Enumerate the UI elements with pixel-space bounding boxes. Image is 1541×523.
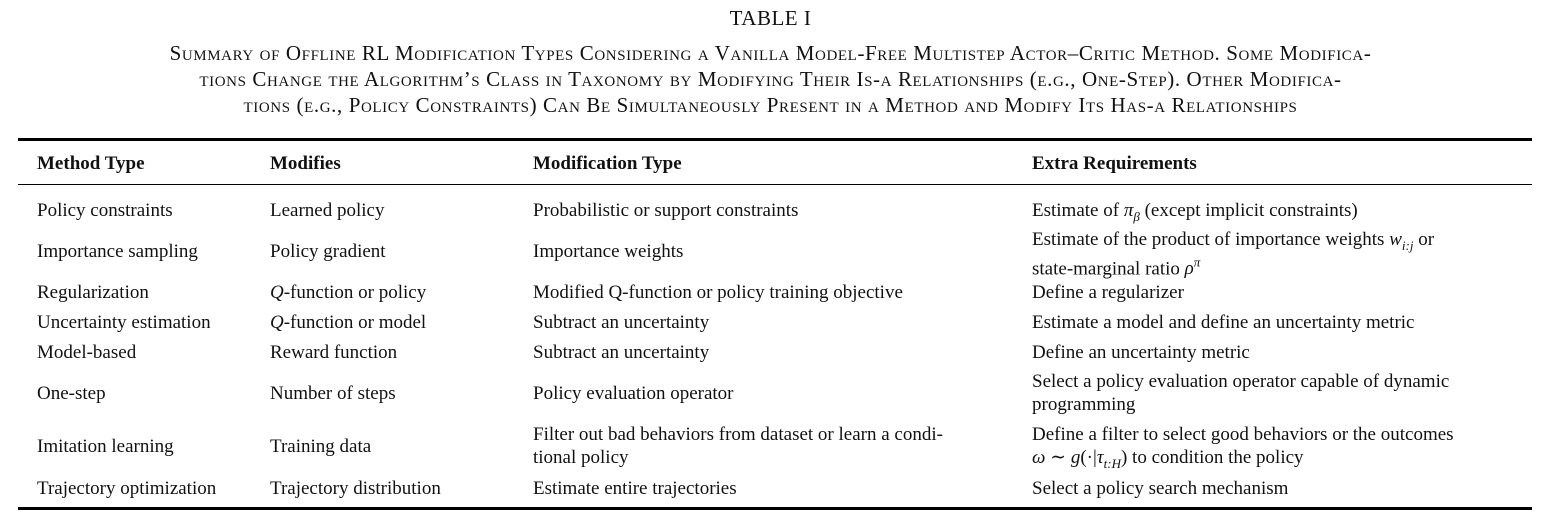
extra-requirements-cell: Select a policy search mechanism	[1032, 477, 1289, 499]
method-type-cell: Policy constraints	[37, 199, 173, 221]
header-modifies: Modifies	[270, 153, 341, 174]
extra-requirements-cell: programming	[1032, 394, 1136, 415]
method-type-cell: Uncertainty estimation	[37, 311, 211, 333]
modification-type-cell: Policy evaluation operator	[533, 382, 734, 404]
extra-requirements-cell: Define a filter to select good behaviors or the outcomes	[1032, 424, 1454, 445]
modifies-cell: Reward function	[270, 341, 398, 363]
method-type-cell: Importance sampling	[37, 240, 198, 262]
modification-type-cell: Probabilistic or support constraints	[533, 199, 799, 221]
table-bottom-rule	[18, 507, 1532, 510]
header-method-type: Method Type	[37, 153, 145, 174]
extra-requirements-cell: Select a policy evaluation operator capable of dynamic	[1032, 371, 1450, 392]
header-extra-requirements: Extra Requirements	[1032, 153, 1197, 174]
method-type-cell: One-step	[37, 382, 106, 404]
extra-requirements-cell: state-marginal ratio $\rho^\pi$	[1032, 255, 1201, 280]
modification-type-cell: Estimate entire trajectories	[533, 477, 737, 499]
modification-type-cell: Modified Q-function or policy training objective	[533, 281, 903, 303]
caption-line: tions (e.g., Policy Constraints) Can Be Simultaneously Present in a Method and Modify Its Has-a Relationships	[243, 93, 1298, 117]
modifies-cell: Policy gradient	[270, 240, 386, 262]
modifies-cell: Q-function or model	[270, 311, 427, 333]
modification-type-cell: Subtract an uncertainty	[533, 311, 710, 333]
table-label: TABLE I	[729, 6, 812, 30]
extra-requirements-cell: Estimate a model and define an uncertainty metric	[1032, 311, 1415, 333]
modification-type-cell: Filter out bad behaviors from dataset or learn a condi-	[533, 424, 943, 445]
extra-requirements-cell: ω ∼ $g(\cdot|\tau_{t:H})$ to condition the policy	[1032, 447, 1304, 471]
modifies-cell: Trajectory distribution	[270, 477, 441, 499]
modification-type-cell: Subtract an uncertainty	[533, 341, 710, 363]
method-type-cell: Regularization	[37, 281, 149, 303]
header-modification-type: Modification Type	[533, 153, 682, 174]
caption-line: Summary of Offline RL Modification Types Considering a Vanilla Model-Free Multistep Actor–Critic Method. Some Modifica-	[169, 41, 1372, 65]
extra-requirements-cell: Define a regularizer	[1032, 281, 1184, 303]
modifies-cell: Q-function or policy	[270, 281, 427, 303]
modifies-cell: Learned policy	[270, 199, 385, 221]
table-header-rule	[18, 184, 1532, 185]
modifies-cell: Training data	[270, 435, 372, 457]
method-type-cell: Imitation learning	[37, 435, 174, 457]
extra-requirements-cell: Define an uncertainty metric	[1032, 341, 1250, 363]
table-top-rule	[18, 138, 1532, 141]
modifies-cell: Number of steps	[270, 382, 396, 404]
modification-type-cell: tional policy	[533, 447, 629, 468]
extra-requirements-cell: Estimate of the product of importance weights $w_{i:j}$ or	[1032, 229, 1435, 253]
extra-requirements-cell: Estimate of $\pi_\beta$ (except implicit constraints)	[1032, 199, 1358, 224]
caption-line: tions Change the Algorithm’s Class in Taxonomy by Modifying Their Is-a Relationships (e.g., One-Step). Other Modifica-	[199, 67, 1342, 91]
method-type-cell: Model-based	[37, 341, 137, 363]
table-caption	[6, 40, 1535, 118]
modification-type-cell: Importance weights	[533, 240, 684, 262]
method-type-cell: Trajectory optimization	[37, 477, 217, 499]
